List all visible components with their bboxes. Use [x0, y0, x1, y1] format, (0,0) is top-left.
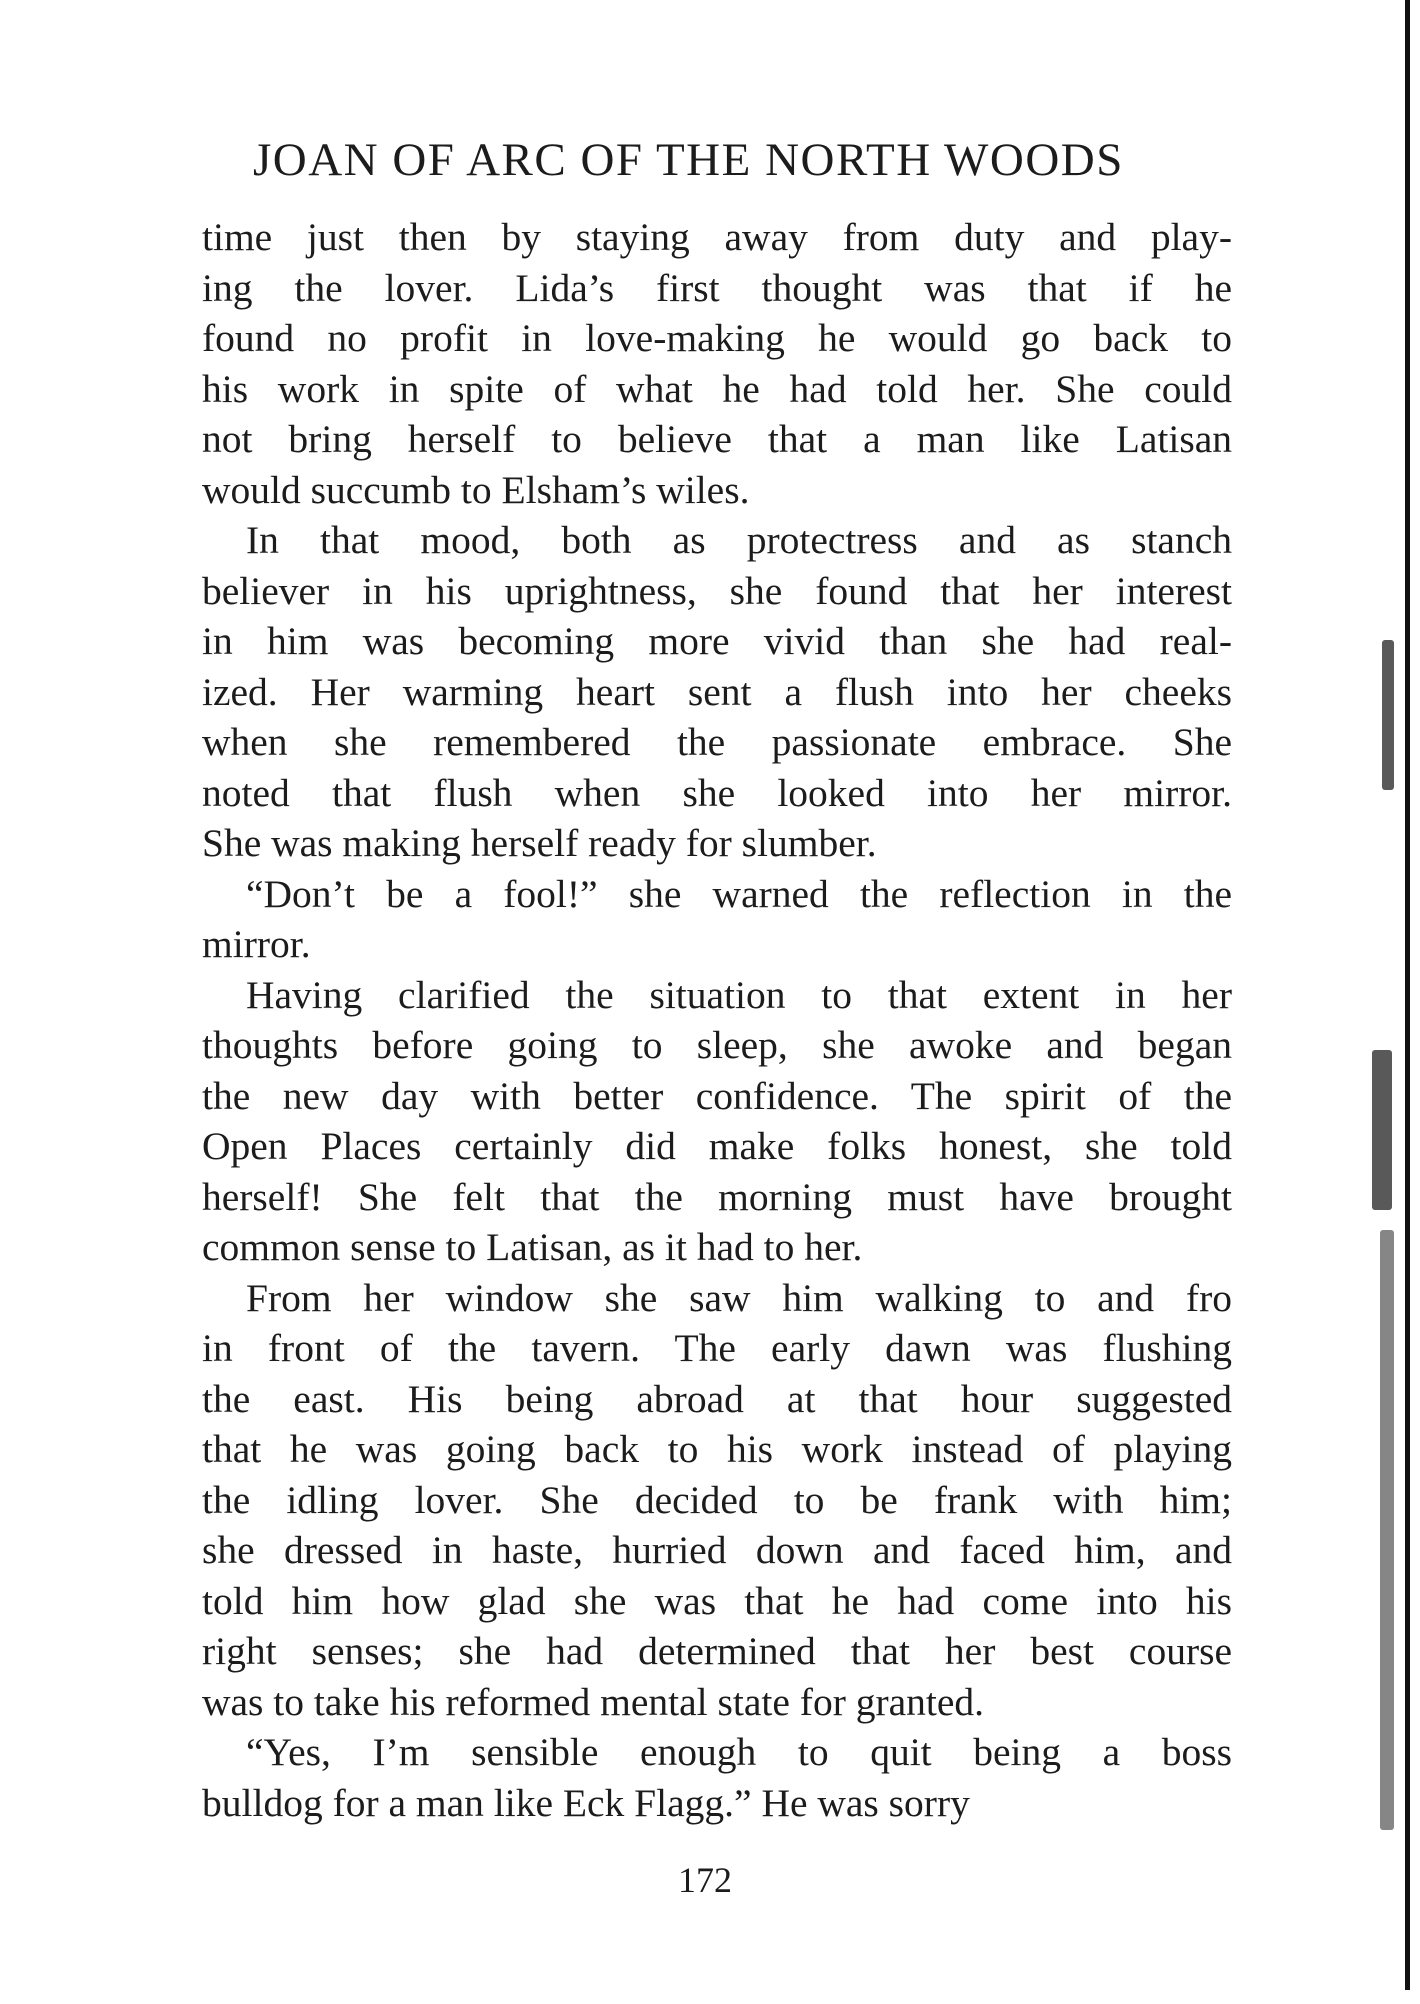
text-line: noted that flush when she looked into her mirror.	[202, 770, 1232, 815]
text-line: Having clarified the situation to that extent in her	[246, 972, 1232, 1017]
text-line: common sense to Latisan, as it had to her.	[202, 1225, 863, 1269]
text-line: when she remembered the passionate embrace. She	[202, 720, 1232, 764]
text-line: believer in his uprightness, she found that her interest	[202, 568, 1232, 613]
paragraph	[202, 212, 1232, 515]
text-line: time just then by staying away from duty and play-	[202, 215, 1232, 259]
text-line: She was making herself ready for slumber.	[202, 821, 877, 865]
text-line: the new day with better confidence. The spirit of the	[202, 1073, 1232, 1118]
body-text	[202, 212, 1232, 1828]
paragraph	[202, 869, 1232, 970]
page-edge-shadow	[1382, 640, 1394, 790]
paragraph	[202, 970, 1232, 1273]
running-head: JOAN OF ARC OF THE NORTH WOODS	[253, 134, 1124, 186]
text-line: thoughts before going to sleep, she awoke and began	[202, 1023, 1232, 1067]
text-line: the idling lover. She decided to be frank with him;	[202, 1477, 1232, 1522]
text-line: not bring herself to believe that a man like Latisan	[202, 417, 1232, 461]
text-line: herself! She felt that the morning must have brought	[202, 1174, 1232, 1219]
text-line: in front of the tavern. The early dawn was flushing	[202, 1326, 1232, 1370]
text-line: “Don’t be a fool!” she warned the reflection in the	[246, 871, 1232, 916]
text-line: was to take his reformed mental state for granted.	[202, 1679, 985, 1724]
text-line: the east. His being abroad at that hour suggested	[202, 1376, 1232, 1421]
page-edge-shadow	[1372, 1050, 1392, 1210]
text-line: From her window she saw him walking to and fro	[246, 1275, 1232, 1320]
page-edge-shadow	[1380, 1230, 1394, 1830]
text-line: bulldog for a man like Eck Flagg.” He was sorry	[202, 1780, 970, 1825]
text-line: right senses; she had determined that her best course	[202, 1629, 1232, 1673]
text-line: In that mood, both as protectress and as stanch	[246, 518, 1232, 562]
text-line: Open Places certainly did make folks honest, she told	[202, 1124, 1232, 1168]
page-number: 172	[678, 1860, 732, 1900]
text-line: ing the lover. Lida’s first thought was that if he	[202, 265, 1232, 310]
text-line: “Yes, I’m sensible enough to quit being a boss	[246, 1730, 1232, 1774]
paragraph	[202, 1727, 1232, 1828]
text-line: told him how glad she was that he had come into his	[202, 1578, 1232, 1623]
page-edge-rule	[1405, 0, 1410, 1990]
text-line: mirror.	[202, 922, 311, 966]
paragraph	[202, 515, 1232, 869]
text-line: his work in spite of what he had told her. She could	[202, 366, 1232, 411]
paragraph	[202, 1273, 1232, 1728]
text-line: would succumb to Elsham’s wiles.	[202, 467, 750, 512]
text-line: that he was going back to his work instead of playing	[202, 1427, 1232, 1471]
text-line: she dressed in haste, hurried down and faced him, and	[202, 1528, 1232, 1572]
text-line: in him was becoming more vivid than she had real-	[202, 619, 1232, 663]
text-line: found no profit in love-making he would go back to	[202, 316, 1232, 360]
text-line: ized. Her warming heart sent a flush into her cheeks	[202, 669, 1232, 714]
